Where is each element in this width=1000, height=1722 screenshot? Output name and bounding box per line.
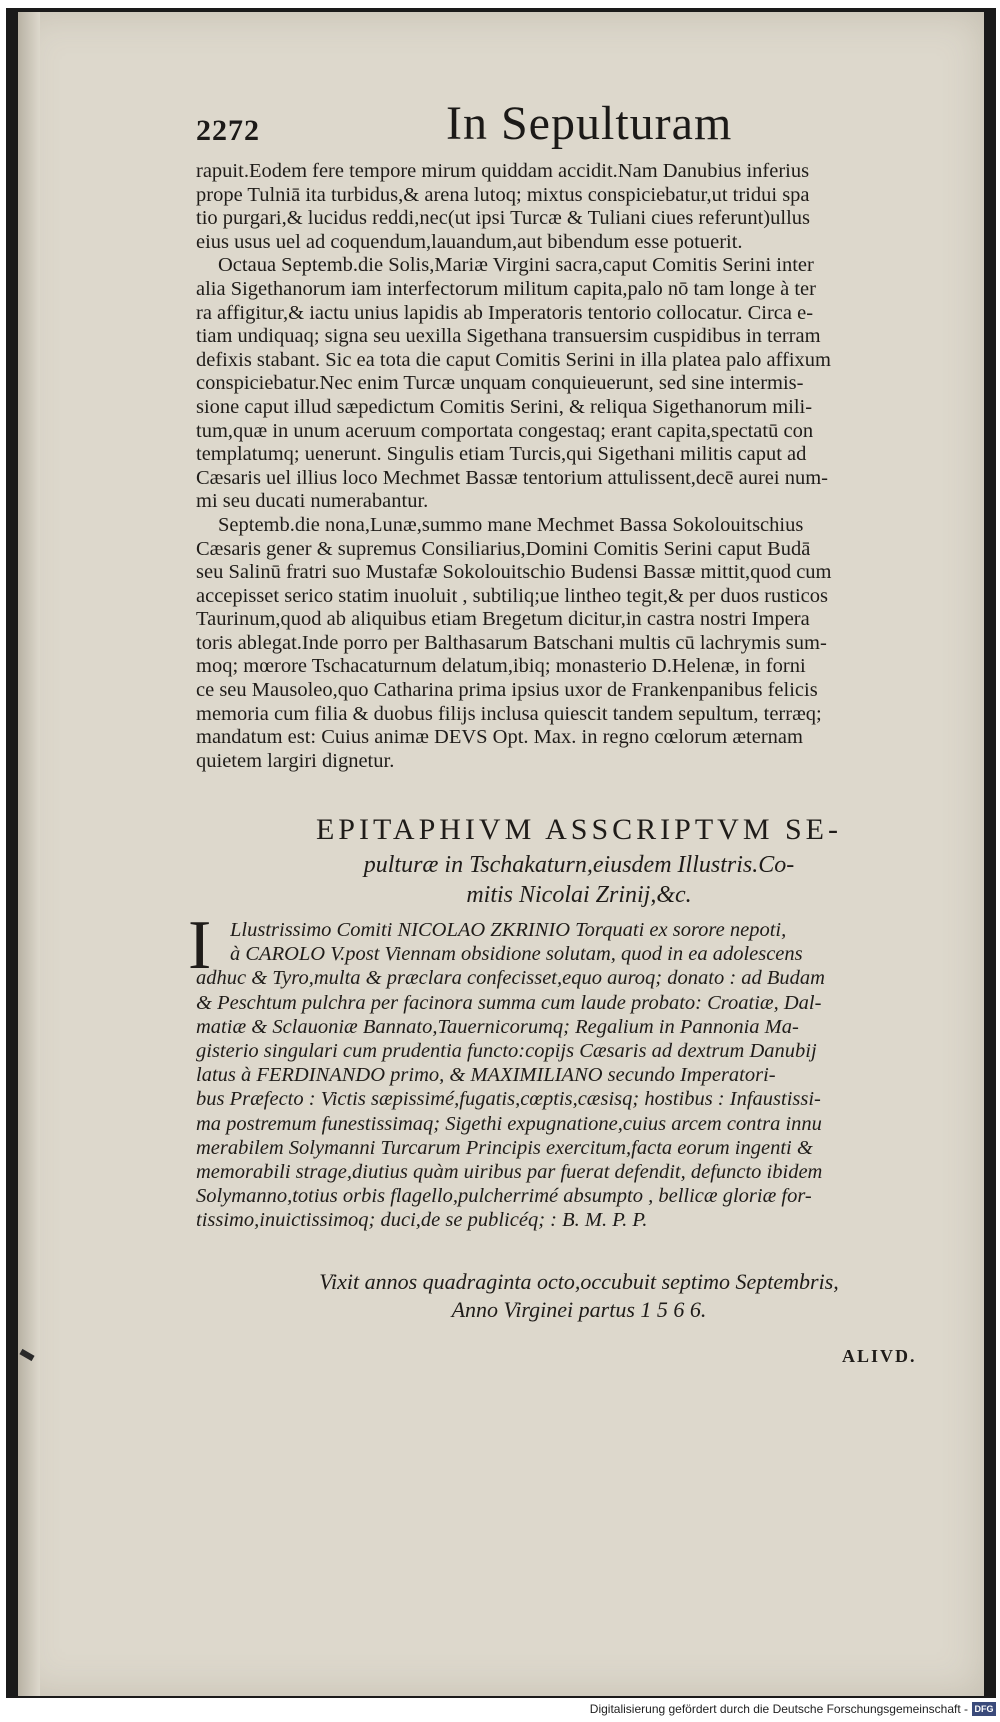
epitaph-title-line: mitis Nicolai Zrinij,&c.: [466, 882, 692, 908]
text-line: toris ablegat.Inde porro per Balthasarum Batschani multis cū lachrymis sum-: [196, 631, 827, 654]
epitaph-line: Llustrissimo Comiti NICOLAO ZKRINIO Torquati ex sorore nepoti,: [230, 919, 787, 941]
epitaph-line: & Peschtum pulchra per facinora summa cum laude probato: Croatiæ, Dal-: [196, 991, 822, 1014]
digitization-footer: [0, 1698, 1000, 1722]
text-line: tiam undiquaq; signa seu uexilla Sigethana transuersim cuspidibus in terram: [196, 325, 821, 348]
epitaph-line: tissimo,inuictissimoq; duci,de se publicéq; : B. M. P. P.: [196, 1209, 648, 1232]
epitaph-line: bus Præfecto : Victis sæpissimé,fugatis,cœptis,cæsisq; hostibus : Infaustissi-: [196, 1088, 821, 1111]
main-text: [196, 160, 962, 773]
epitaph-line: latus à FERDINANDO primo, & MAXIMILIANO secundo Imperatori-: [196, 1064, 776, 1087]
vixit-inscription: [196, 1268, 962, 1324]
epitaph-title-line: EPITAPHIVM ASSCRIPTVM SE-: [315, 813, 842, 846]
text-line: mi seu ducati numerabantur.: [196, 490, 429, 513]
text-line: tum,quæ in unum aceruum comportata congestaq; erant capita,spectatū con: [196, 419, 814, 442]
text-line: Septemb.die nona,Lunæ,summo mane Mechmet Bassa Sokolouitschius: [218, 513, 804, 536]
epitaph-title-line: pulturæ in Tschakaturn,eiusdem Illustris.Co-: [363, 852, 795, 878]
epitaph-line: à CAROLO V.post Viennam obsidione solutam, quod in ea adolescens: [230, 943, 803, 966]
epitaph-line: gisterio singulari cum prudentia functo:copijs Cæsaris ad dextrum Danubij: [196, 1040, 817, 1063]
page-number: 2272: [196, 114, 260, 147]
text-line: alia Sigethanorum iam interfectorum militum capita,palo nō tam longe à ter: [196, 277, 816, 300]
epitaph-line: adhuc & Tyro,multa & præclara confecisset,equo auroq; donato : ad Budam: [196, 967, 825, 990]
text-line: ra affigitur,& iactu unius lapidis ab Imperatoris tentorio collocatur. Circa e-: [196, 301, 814, 324]
text-line: eius usus uel ad coquendum,lauandum,aut bibendum esse potuerit.: [196, 230, 743, 253]
text-line: rapuit.Eodem fere tempore mirum quiddam accidit.Nam Danubius inferius: [196, 160, 810, 182]
text-line: accepisset serico statim inuoluit , subtiliq;ue lintheo tegit,& per duos rusticos: [196, 584, 828, 607]
epitaph-heading: [196, 810, 962, 910]
epitaph-line: merabilem Solymanni Turcarum Principis exercitum,facta eorum ingenti &: [196, 1136, 813, 1159]
epitaph-text: [188, 907, 962, 1233]
catchword: ALIVD.: [842, 1346, 917, 1366]
text-line: sione caput illud sæpedictum Comitis Serini, & reliqua Sigethanorum mili-: [196, 395, 813, 418]
text-line: defixis stabant. Sic ea tota die caput Comitis Serini in illa platea palo affixum: [196, 348, 831, 371]
text-line: Taurinum,quod ab aliquibus etiam Bregetum dicitur,in castra nostri Impera: [196, 608, 810, 631]
text-line: templatumq; uenerunt. Singulis etiam Turcis,qui Sigethani militis caput ad: [196, 443, 807, 466]
text-line: prope Tulniā ita turbidus,& arena lutoq; mixtus conspiciebatur,ut tridui spa: [196, 183, 810, 206]
page-gutter: [18, 12, 40, 1696]
dfg-logo-icon: DFG: [972, 1702, 996, 1716]
epitaph-line: ma postremum funestissimaq; Sigethi expugnatione,cuius arcem contra innu: [196, 1112, 822, 1135]
drop-cap: I: [188, 907, 212, 984]
text-line: conspiciebatur.Nec enim Turcæ unquam conquieuerunt, sed sine intermis-: [196, 372, 804, 395]
page-header: [196, 96, 956, 156]
text-line: seu Salinū fratri suo Mustafæ Sokolouitschio Budensi Bassæ mittit,quod cum: [196, 561, 832, 584]
text-line: Cæsaris gener & supremus Consiliarius,Domini Comitis Serini caput Budā: [196, 537, 811, 560]
vixit-line: Anno Virginei partus 1 5 6 6.: [451, 1297, 707, 1322]
text-line: ce seu Mausoleo,quo Catharina prima ipsius uxor de Frankenpanibus felicis: [196, 679, 818, 702]
text-line: mandatum est: Cuius animæ DEVS Opt. Max. in regno cœlorum æternam: [196, 726, 803, 749]
text-line: quietem largiri dignetur.: [196, 749, 395, 772]
running-title: In Sepulturam: [446, 97, 733, 150]
footer-credit: Digitalisierung gefördert durch die Deutsche Forschungsgemeinschaft -: [589, 1702, 968, 1716]
text-line: Cæsaris uel illius loco Mechmet Bassæ tentorium attulissent,decē aurei num-: [196, 466, 828, 489]
epitaph-line: Solymanno,totius orbis flagello,pulcherrimé absumpto , bellicæ gloriæ for-: [196, 1185, 812, 1208]
epitaph-lines: [196, 918, 962, 1233]
text-line: tio purgari,& lucidus reddi,nec(ut ipsi Turcæ & Tuliani ciues referunt)ullus: [196, 207, 810, 230]
text-line: Octaua Septemb.die Solis,Mariæ Virgini sacra,caput Comitis Serini inter: [218, 254, 814, 277]
epitaph-title: [196, 810, 962, 910]
epitaph-line: memorabili strage,diutius quàm uiribus par fuerat defendit, defuncto ibidem: [196, 1161, 823, 1184]
vixit-line: Vixit annos quadraginta octo,occubuit septimo Septembris,: [319, 1269, 839, 1294]
epitaph-line: matiæ & Sclauoniæ Bannato,Tauernicorumq; Regalium in Pannonia Ma-: [196, 1015, 799, 1038]
text-line: memoria cum filia & duobus filijs inclusa quiescit tandem sepultum, terræq;: [196, 702, 822, 725]
text-line: moq; mœrore Tschacaturnum delatum,ibiq; monasterio D.Helenæ, in forni: [196, 655, 806, 678]
